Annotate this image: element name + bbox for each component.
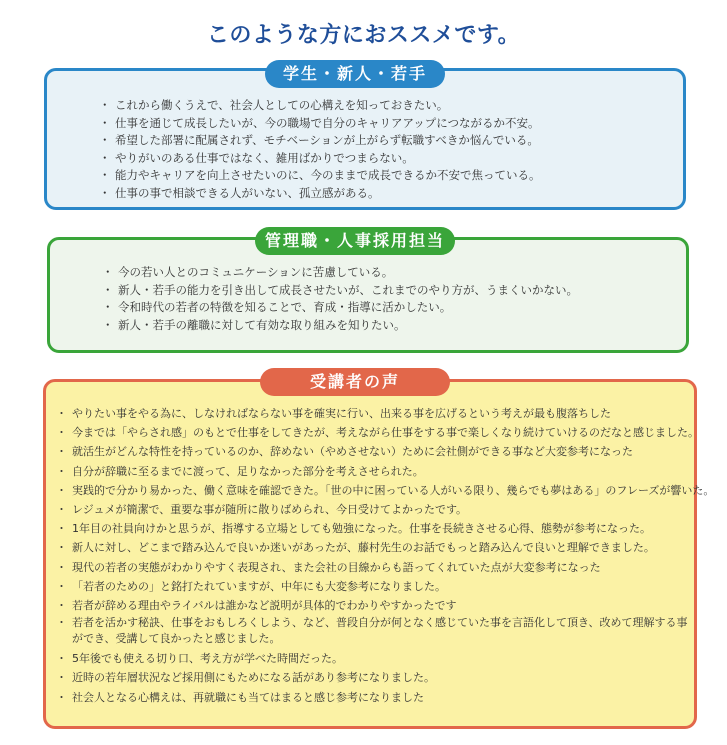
list-item: ・ 自分が辞職に至るまでに渡って、足りなかった部分を考えさせられた。: [56, 462, 714, 481]
list-item: ・ これから働くうえで、社会人としての心構えを知っておきたい。: [99, 97, 541, 115]
list-item: ・ やりたい事をやる為に、しなければならない事を確実に行い、出来る事を広げるという考えが最も腹落ちした: [56, 404, 714, 423]
list-item: ・ レジュメが簡潔で、重要な事が随所に散りばめられ、今日受けてよかったです。: [56, 500, 714, 519]
list-item: ・ 「若者のための」と銘打たれていますが、中年にも大変参考になりました。: [56, 577, 714, 596]
list-item: ・ 社会人となる心構えは、再就職にも当てはまると感じ参考になりました: [56, 688, 714, 707]
list-item: ・ 若者が辞める理由やライバルは誰かなど説明が具体的でわかりやすかったです: [56, 596, 714, 615]
list-item: ・ 現代の若者の実態がわかりやすく表現され、また会社の目線からも語ってくれていた点が大変参考になった: [56, 558, 714, 577]
section-heading-managers: 管理職・人事採用担当: [255, 227, 455, 255]
list-item: ・ 能力やキャリアを向上させたいのに、今のままで成長できるか不安で焦っている。: [99, 167, 541, 185]
managers-list: [102, 264, 578, 334]
list-item: ・ 新人・若手の能力を引き出して成長させたいが、これまでのやり方が、うまくいかない。: [102, 282, 578, 300]
students-list: [99, 97, 541, 202]
list-item: ・ 就活生がどんな特性を持っているのか、辞めない（やめさせない）ために会社側ができる事など大変参考になった: [56, 442, 714, 461]
list-item: ・ 仕事の事で相談できる人がいない、孤立感がある。: [99, 185, 541, 203]
list-item: ・ 実践的で分かり易かった、働く意味を確認できた。「世の中に困っている人がいる限り、幾らでも夢はある」のフレーズが響いた。: [56, 481, 714, 500]
list-item: ・ 新人・若手の離職に対して有効な取り組みを知りたい。: [102, 317, 578, 335]
list-item: ・ 近時の若年層状況など採用側にもためになる話があり参考になりました。: [56, 668, 714, 687]
list-item: ・ 1年目の社員向けかと思うが、指導する立場としても勉強になった。仕事を長続きさせる心得、態勢が参考になった。: [56, 519, 714, 538]
list-item: ・ 新人に対し、どこまで踏み込んで良いか迷いがあったが、藤村先生のお話でもっと踏み込んで良いと理解できました。: [56, 538, 714, 557]
list-item: ・ やりがいのある仕事ではなく、雑用ばかりでつまらない。: [99, 150, 541, 168]
list-item: ・ 希望した部署に配属されず、モチベーションが上がらず転職すべきか悩んでいる。: [99, 132, 541, 150]
list-item: ・ 今の若い人とのコミュニケーションに苦慮している。: [102, 264, 578, 282]
section-students: [44, 68, 686, 210]
page-title: このような方におススメです。: [206, 23, 521, 48]
list-item: ・ 仕事を通じて成長したいが、今の職場で自分のキャリアアップにつながるか不安。: [99, 115, 541, 133]
list-item: ・ 若者を活かす秘訣、仕事をおもしろくしよう、など、普段自分が何となく感じていた事を言語化して頂き、改めて理解する事ができ、受講して良かったと感じました。: [56, 615, 692, 646]
section-heading-students: 学生・新人・若手: [265, 60, 445, 88]
section-testimonials: [43, 379, 715, 729]
testimonials-list: [56, 404, 714, 707]
list-item: ・ 今までは「やらされ感」のもとで仕事をしてきたが、考えながら仕事をする事で楽しくなり続けていけるのだなと感じました。: [56, 423, 714, 442]
list-item: ・ 令和時代の若者の特徴を知ることで、育成・指導に活かしたい。: [102, 299, 578, 317]
section-heading-testimonials: 受講者の声: [260, 368, 450, 396]
list-item: ・ 5年後でも使える切り口、考え方が学べた時間だった。: [56, 649, 714, 668]
